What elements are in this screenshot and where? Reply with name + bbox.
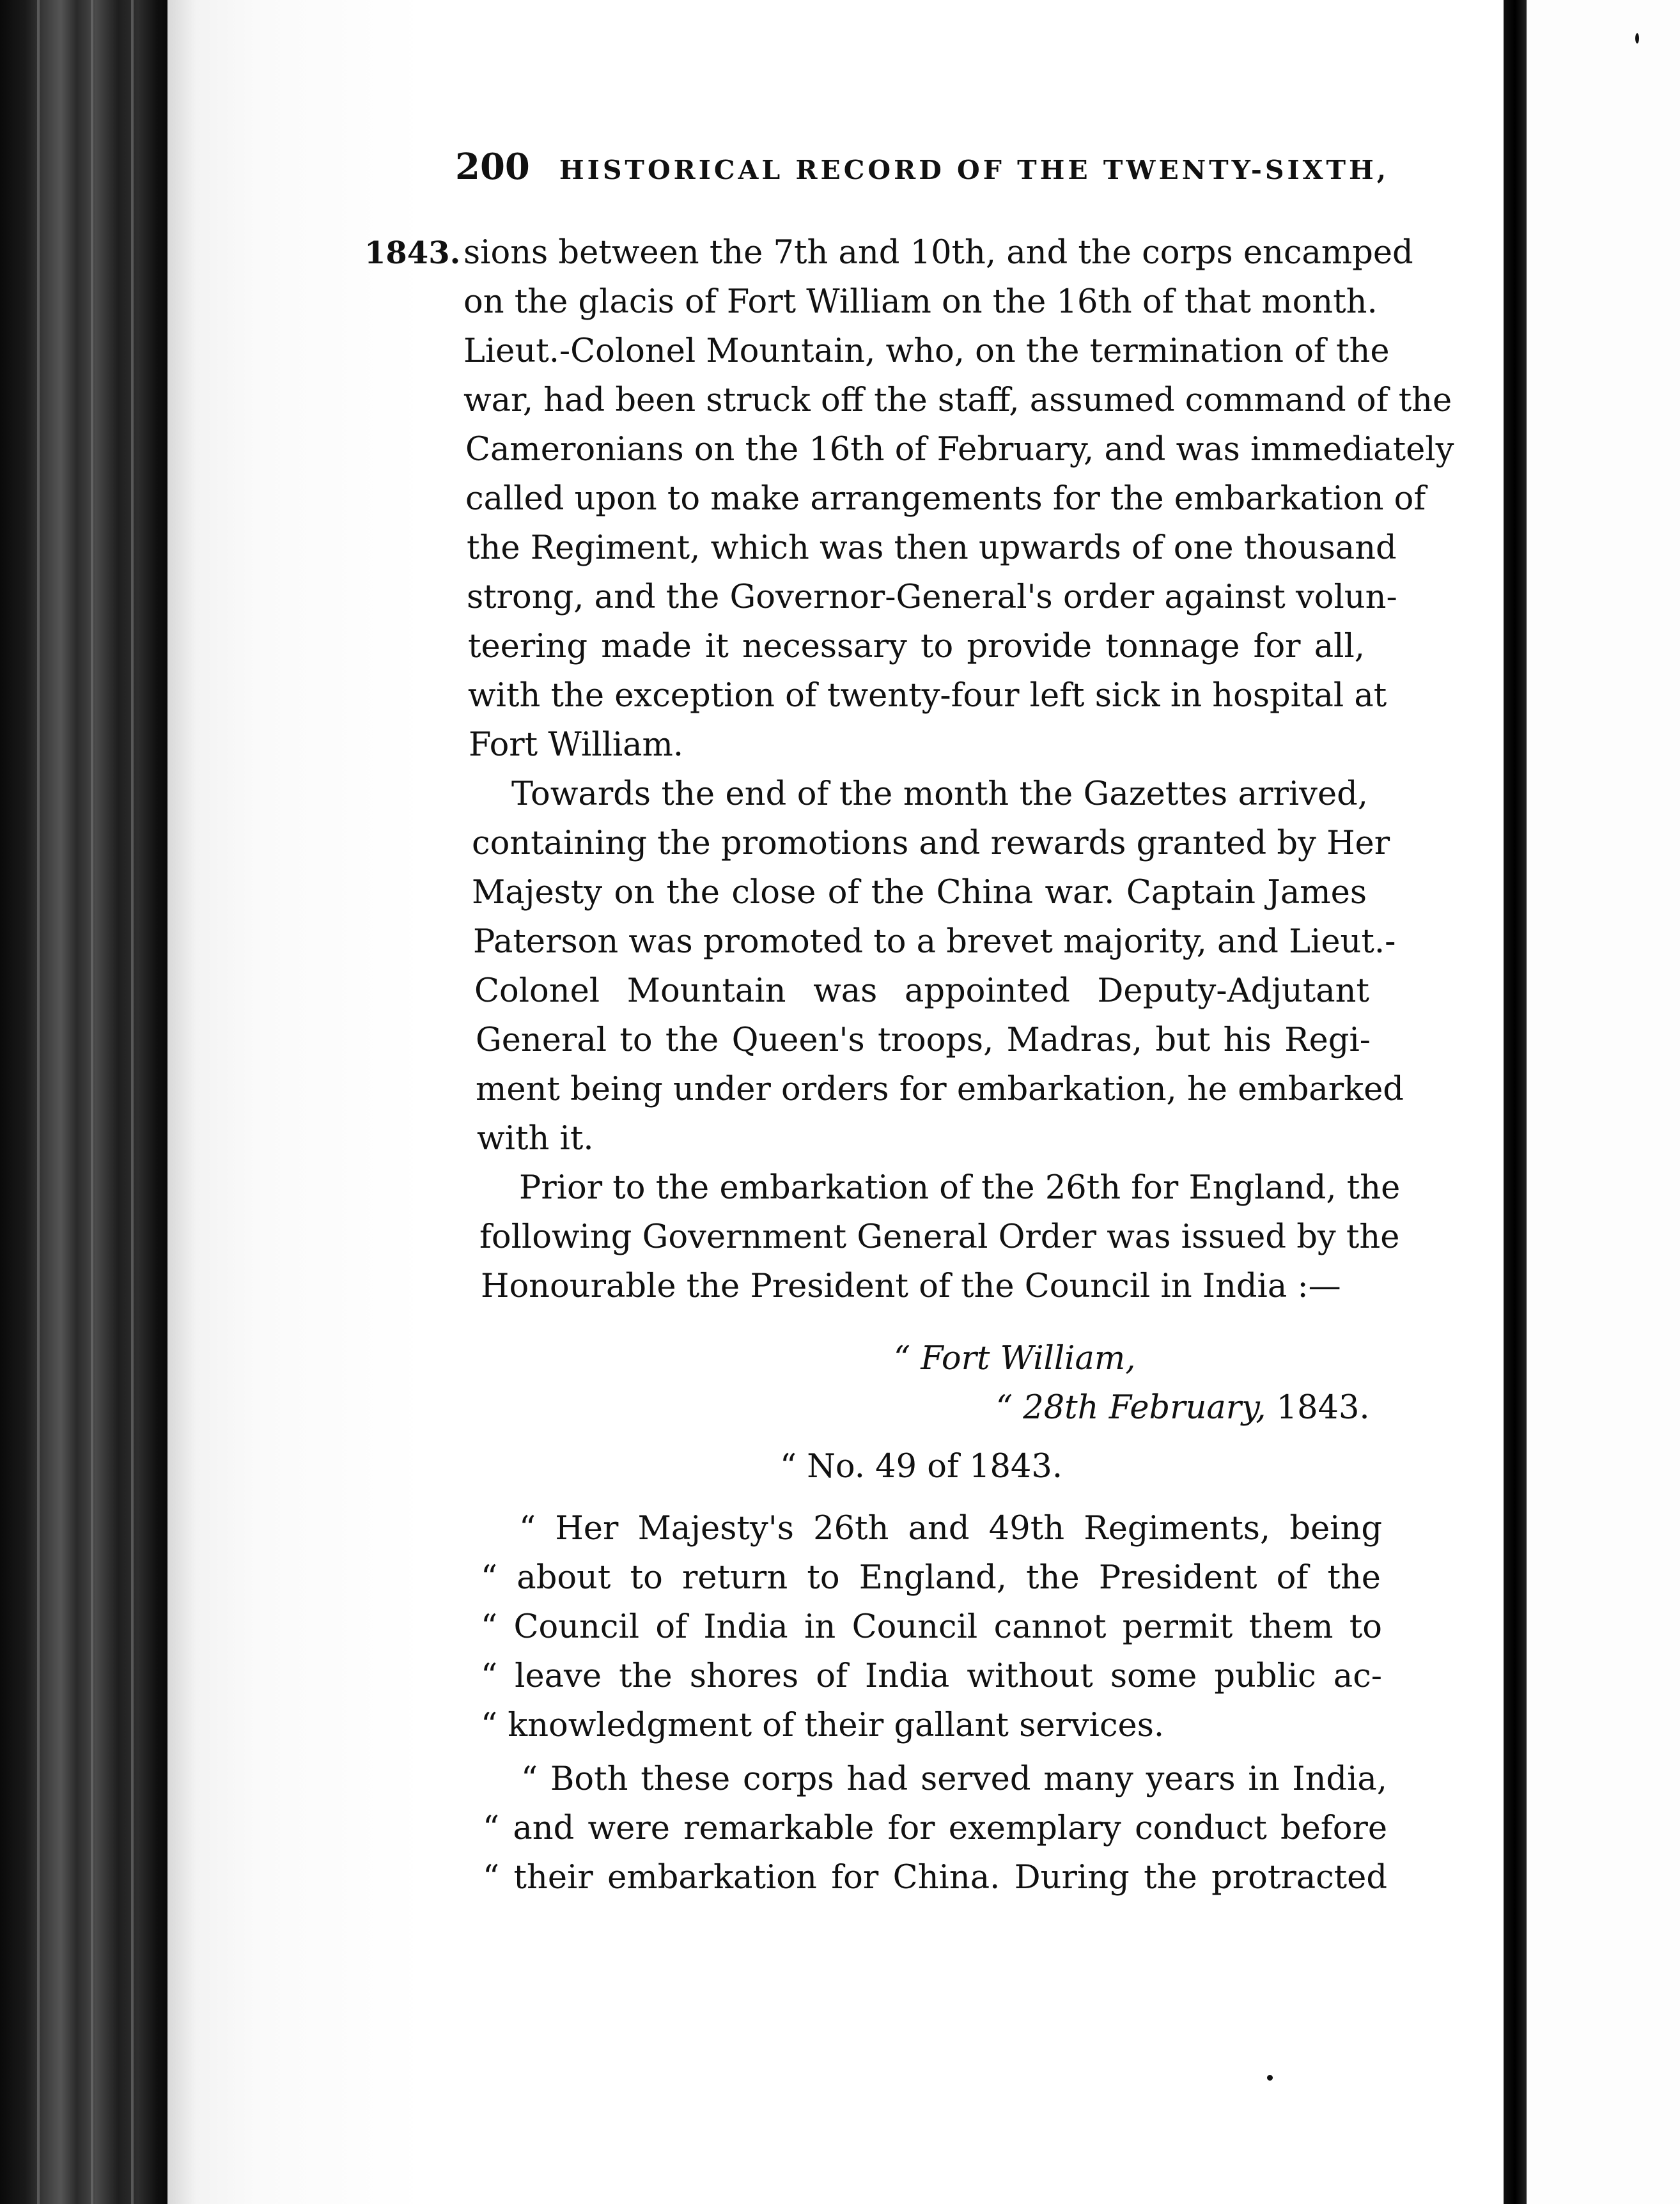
text-line: on the glacis of Fort William on the 16th of that month. bbox=[463, 283, 1378, 321]
page-right-edge bbox=[1504, 0, 1527, 2204]
text-line: “ their embarkation for China. During the protracted bbox=[483, 1859, 1387, 1897]
text-line: Prior to the embarkation of the 26th for England, the bbox=[519, 1169, 1401, 1207]
running-head bbox=[455, 146, 1389, 188]
text-line: Towards the end of the month the Gazettes arrived, bbox=[511, 775, 1368, 813]
running-head-title: HISTORICAL RECORD OF THE TWENTY-SIXTH, bbox=[559, 155, 1389, 185]
margin-year: 1843. bbox=[364, 235, 461, 271]
text-line: ment being under orders for embarkation, he embarked bbox=[476, 1071, 1404, 1108]
text-line: “ leave the shores of India without some public ac- bbox=[481, 1657, 1382, 1695]
text-line: “ Her Majesty's 26th and 49th Regiments, being bbox=[519, 1510, 1382, 1548]
text-line: “ about to return to England, the President of the bbox=[481, 1559, 1381, 1597]
text-line: “ knowledgment of their gallant services. bbox=[481, 1707, 1165, 1744]
text-line: Fort William. bbox=[469, 726, 684, 764]
text-line: with the exception of twenty-four left sick in hospital at bbox=[468, 677, 1387, 715]
text-line: General to the Queen's troops, Madras, but his Regi- bbox=[476, 1021, 1371, 1059]
order-number: “ No. 49 of 1843. bbox=[780, 1448, 1063, 1486]
scan-speck bbox=[1267, 2075, 1273, 2081]
order-date-prefix: “ 28th February, bbox=[996, 1389, 1266, 1427]
text-line: “ Council of India in Council cannot permit them to bbox=[481, 1608, 1382, 1646]
text-line: Lieut.-Colonel Mountain, who, on the termination of the bbox=[463, 332, 1390, 370]
spine-edge-line bbox=[91, 0, 93, 2204]
text-line: Colonel Mountain was appointed Deputy-Adjutant bbox=[474, 972, 1369, 1010]
book-spine bbox=[0, 0, 176, 2204]
adjacent-page bbox=[1527, 0, 1680, 2204]
text-line: following Government General Order was issued by the bbox=[479, 1218, 1400, 1256]
text-line: teering made it necessary to provide tonnage for all, bbox=[468, 628, 1365, 665]
text-line: Honourable the President of the Council in India :— bbox=[481, 1268, 1341, 1305]
text-line: sions between the 7th and 10th, and the corps encamped bbox=[463, 234, 1413, 272]
order-date bbox=[996, 1389, 1370, 1427]
text-line: “ and were remarkable for exemplary conduct before bbox=[483, 1810, 1387, 1847]
text-line: strong, and the Governor-General's order against volun- bbox=[467, 578, 1397, 616]
text-line: “ Both these corps had served many years in India, bbox=[521, 1760, 1387, 1798]
spine-edge-line bbox=[37, 0, 40, 2204]
text-line: called upon to make arrangements for the embarkation of bbox=[465, 480, 1426, 518]
text-line: Cameronians on the 16th of February, and was immediately bbox=[465, 431, 1454, 469]
order-date-year: 1843. bbox=[1276, 1389, 1370, 1427]
spine-edge-line bbox=[131, 0, 134, 2204]
text-line: with it. bbox=[477, 1120, 594, 1158]
text-line: containing the promotions and rewards granted by Her bbox=[472, 825, 1390, 862]
order-place: “ Fort William, bbox=[894, 1340, 1136, 1378]
text-line: Majesty on the close of the China war. Captain James bbox=[472, 874, 1367, 912]
page-number: 200 bbox=[455, 146, 530, 188]
text-line: war, had been struck off the staff, assumed command of the bbox=[463, 382, 1452, 419]
text-line: the Regiment, which was then upwards of one thousand bbox=[467, 529, 1397, 567]
scan-speck bbox=[1635, 33, 1639, 43]
text-line: Paterson was promoted to a brevet majority, and Lieut.- bbox=[473, 923, 1396, 961]
